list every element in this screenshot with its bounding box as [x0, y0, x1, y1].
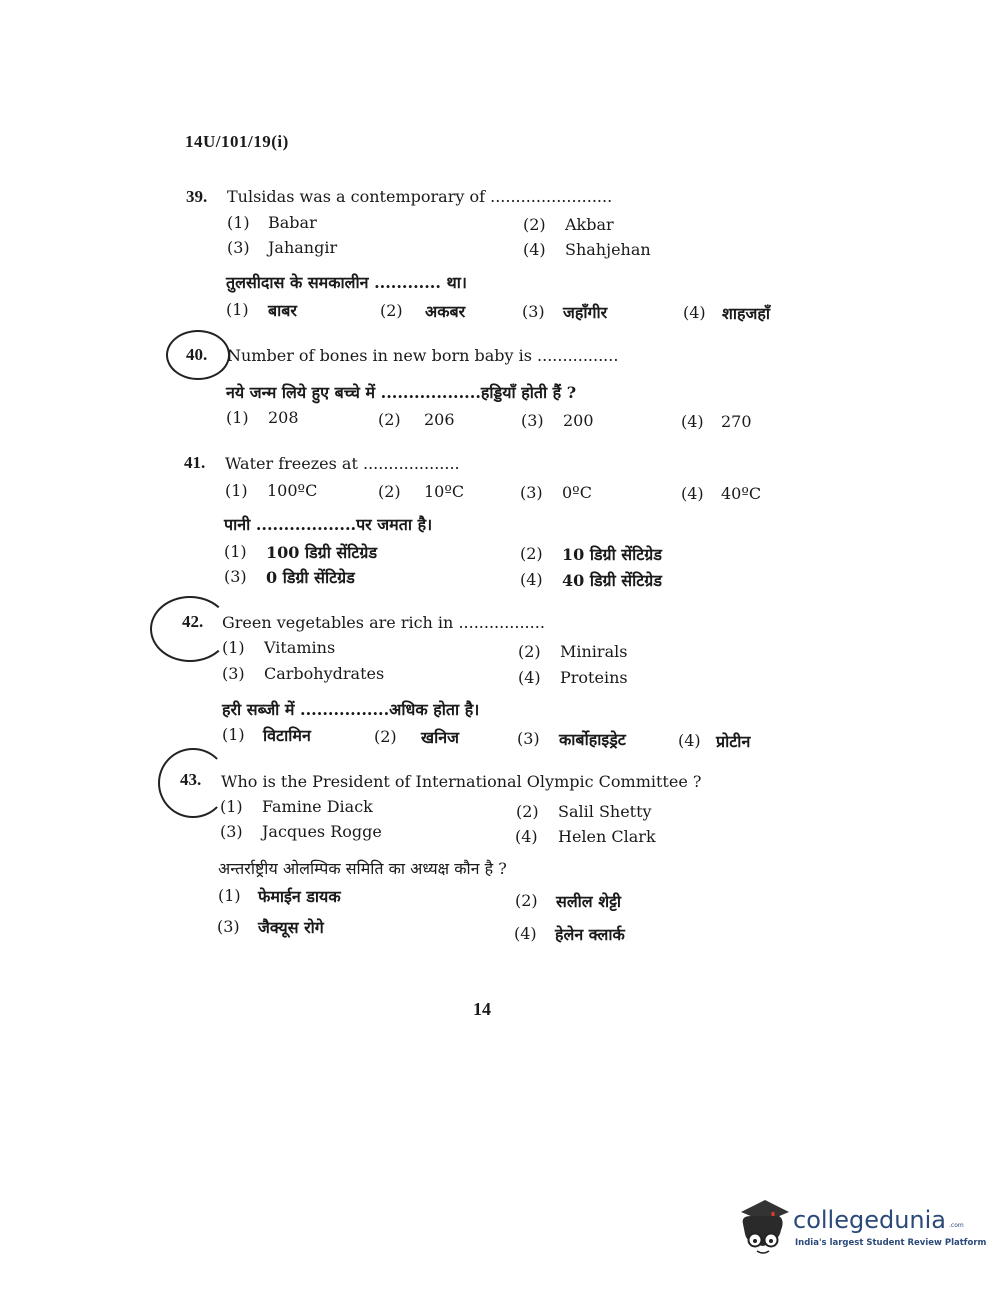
- option-text: 206: [424, 410, 455, 429]
- option-label: (4): [515, 827, 538, 846]
- option-text: Salil Shetty: [558, 802, 652, 821]
- option-label: (4): [518, 668, 541, 687]
- question-number: 41.: [184, 453, 206, 472]
- option-text: Akbar: [565, 215, 614, 234]
- question-text-hindi: नये जन्म लिये हुए बच्चे में ..................हड्डियाँ होती हैं ?: [226, 383, 577, 402]
- option-label: (1): [224, 542, 247, 561]
- option-label: (3): [220, 822, 243, 841]
- option-text-hindi: अकबर: [425, 302, 466, 321]
- option-text-hindi: खनिज: [421, 728, 459, 747]
- paper-code: 14U/101/19(i): [185, 132, 289, 151]
- option-label: (1): [222, 638, 245, 657]
- option-text: Vitamins: [264, 638, 336, 657]
- question-text-hindi: पानी ..................पर जमता है।: [224, 515, 433, 534]
- option-text: Famine Diack: [262, 797, 373, 816]
- option-label: (3): [222, 664, 245, 683]
- question-text: Who is the President of International Olympic Committee ?: [221, 772, 702, 791]
- question-text-hindi: अन्तर्राष्ट्रीय ओलम्पिक समिति का अध्यक्ष कौन है ?: [218, 859, 507, 878]
- option-text: Helen Clark: [558, 827, 656, 846]
- option-label: (1): [220, 797, 243, 816]
- option-label: (1): [222, 725, 245, 744]
- option-text: 270: [721, 412, 752, 431]
- option-text-hindi: 0 डिग्री सेंटिग्रेड: [266, 568, 355, 587]
- option-text-hindi: हेलेन क्लार्क: [555, 925, 625, 944]
- option-label: (4): [514, 924, 537, 943]
- option-text-hindi: 10 डिग्री सेंटिग्रेड: [562, 545, 662, 564]
- brand-suffix: .com: [949, 1222, 964, 1229]
- option-label: (1): [225, 481, 248, 500]
- option-label: (4): [681, 412, 704, 431]
- option-label: (4): [683, 303, 706, 322]
- option-label: (3): [224, 567, 247, 586]
- collegedunia-watermark: [733, 1198, 987, 1260]
- option-label: (4): [678, 731, 701, 750]
- option-text-hindi: 100 डिग्री सेंटिग्रेड: [266, 543, 378, 562]
- option-text-hindi: बाबर: [268, 301, 297, 320]
- option-text: 200: [563, 411, 594, 430]
- option-text: Jahangir: [268, 238, 338, 257]
- option-text: Babar: [268, 213, 317, 232]
- option-text-hindi: सलील शेट्टी: [556, 892, 622, 911]
- question-text: Water freezes at ...................: [225, 454, 460, 473]
- question-number: 40.: [186, 345, 208, 364]
- option-text: Shahjehan: [565, 240, 651, 259]
- option-text-hindi: 40 डिग्री सेंटिग्रेड: [562, 571, 662, 590]
- option-label: (2): [523, 215, 546, 234]
- option-label: (3): [517, 729, 540, 748]
- option-label: (4): [520, 570, 543, 589]
- option-label: (2): [378, 410, 401, 429]
- option-label: (1): [226, 408, 249, 427]
- option-label: (2): [516, 802, 539, 821]
- option-label: (4): [523, 240, 546, 259]
- option-text-hindi: विटामिन: [263, 726, 311, 745]
- brand-name: collegedunia: [793, 1206, 947, 1234]
- option-label: (3): [217, 917, 240, 936]
- option-text-hindi: शाहजहाँ: [722, 304, 771, 323]
- option-label: (3): [522, 302, 545, 321]
- option-label: (1): [227, 213, 250, 232]
- page-number: 14: [473, 999, 491, 1019]
- option-text: 208: [268, 408, 299, 427]
- question-number: 39.: [186, 187, 208, 206]
- option-label: (2): [378, 482, 401, 501]
- question-text-hindi: हरी सब्जी में ................अधिक होता है।: [222, 700, 480, 719]
- option-label: (2): [380, 301, 403, 320]
- brand-tagline: India's largest Student Review Platform: [795, 1238, 987, 1248]
- option-text: Minirals: [560, 642, 628, 661]
- graduate-mascot-icon: [733, 1198, 791, 1258]
- question-text-hindi: तुलसीदास के समकालीन ............ था।: [226, 273, 467, 292]
- option-label: (2): [520, 544, 543, 563]
- option-text-hindi: जैक्यूस रोगे: [258, 918, 324, 937]
- option-text-hindi: कार्बोहाइड्रेट: [559, 730, 626, 749]
- option-label: (3): [520, 483, 543, 502]
- question-text: Tulsidas was a contemporary of ........................: [227, 187, 613, 206]
- option-text-hindi: फेमाईन डायक: [258, 887, 341, 906]
- option-text-hindi: प्रोटीन: [716, 732, 751, 751]
- option-label: (2): [374, 727, 397, 746]
- question-number: 42.: [182, 612, 204, 631]
- option-text: 40ºC: [721, 484, 762, 503]
- option-text: Carbohydrates: [264, 664, 385, 683]
- option-text: 10ºC: [424, 482, 465, 501]
- question-number: 43.: [180, 770, 202, 789]
- option-label: (1): [218, 886, 241, 905]
- question-text: Green vegetables are rich in .................: [222, 613, 545, 632]
- option-label: (4): [681, 484, 704, 503]
- option-label: (1): [226, 300, 249, 319]
- option-text-hindi: जहाँगीर: [563, 303, 608, 322]
- option-text: 100ºC: [267, 481, 318, 500]
- option-text: Jacques Rogge: [262, 822, 382, 841]
- question-text: Number of bones in new born baby is ................: [227, 346, 619, 365]
- option-label: (3): [227, 238, 250, 257]
- option-text: Proteins: [560, 668, 628, 687]
- option-label: (3): [521, 411, 544, 430]
- option-label: (2): [518, 642, 541, 661]
- option-label: (2): [515, 891, 538, 910]
- option-text: 0ºC: [562, 483, 592, 502]
